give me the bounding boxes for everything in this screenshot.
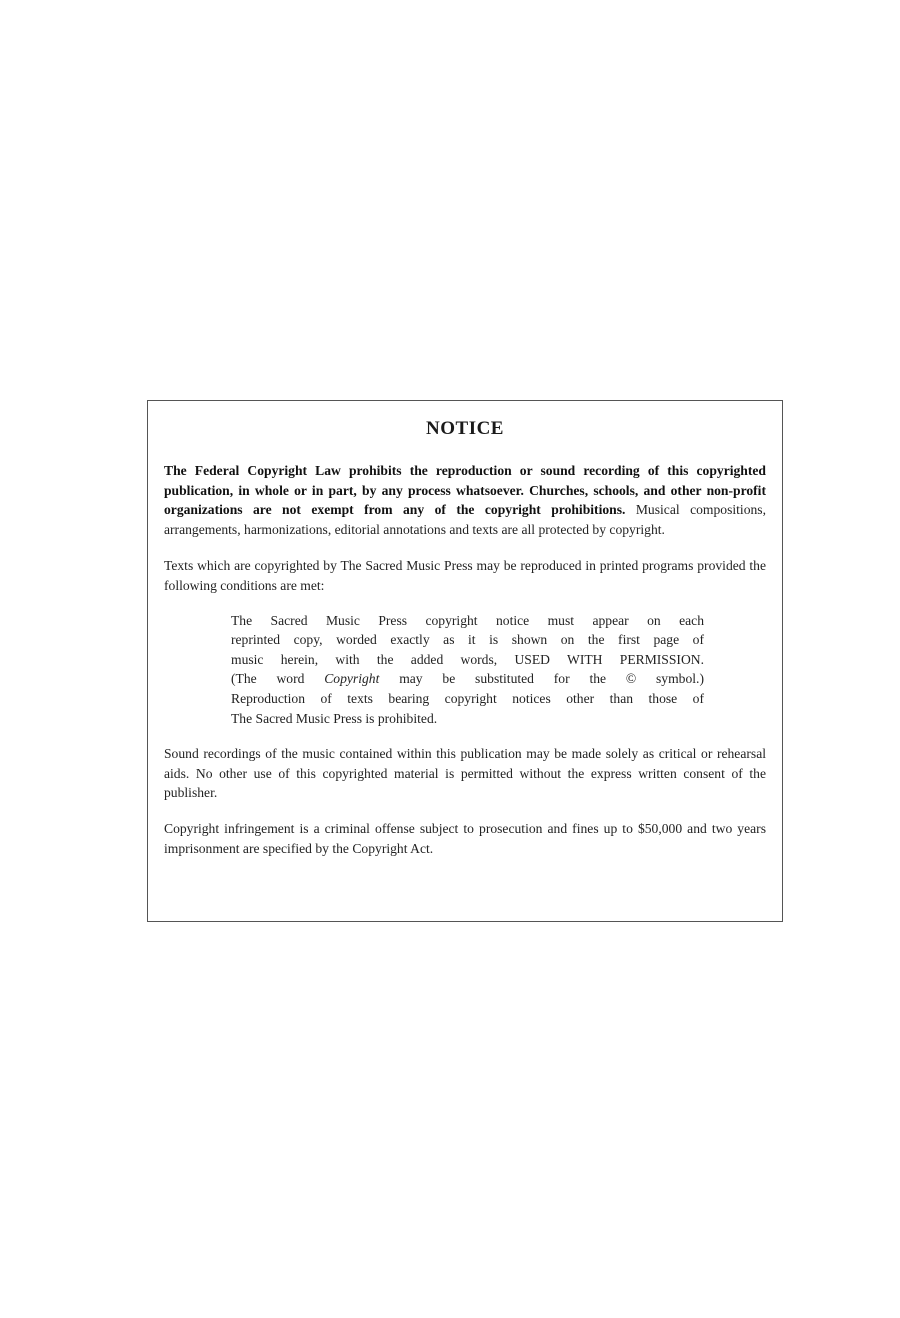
condition-line: The Sacred Music Press is prohibited. (231, 710, 438, 726)
notice-paragraph-texts-reproduction: Texts which are copyrighted by The Sacred Music Press may be reproduced in printed programs provided the following conditions are met: (164, 558, 766, 593)
copyright-italic-word: Copyright (324, 671, 380, 687)
condition-line-copyright-word (231, 669, 704, 689)
notice-paragraph-infringement: Copyright infringement is a criminal offense subject to prosecution and fines up to $50,000 and two years imprisonment are specified by the Copyright Act. (164, 820, 766, 856)
prohibition-bold-text: The Federal Copyright Law prohibits the reproduction or sound recording of this copyrighted publication, in whole or in part, by any process whatsoever. Churches, schools, and other non-profit organizations are not exempt from any of the copyright prohibitions. (164, 463, 766, 518)
notice-title: NOTICE (426, 418, 504, 439)
condition-line-suffix: may be substituted for the © symbol.) (379, 671, 704, 687)
notice-paragraph-prohibition (164, 461, 766, 539)
prohibition-normal-text: Musical compositions, arrangements, harmonizations, editorial annotations and texts are all protected by copyright. (164, 502, 766, 537)
notice-box (147, 400, 783, 922)
condition-line: Reproduction of texts bearing copyright notices other than those of (231, 690, 704, 706)
notice-paragraph-sound-recordings: Sound recordings of the music contained within this publication may be made solely as critical or rehearsal aids. No other use of this copyrighted material is permitted without the express written consent of the publisher. (164, 746, 766, 801)
condition-line-prefix: (The word (231, 671, 325, 687)
condition-line: reprinted copy, worded exactly as it is shown on the first page of (231, 632, 704, 648)
condition-line: The Sacred Music Press copyright notice must appear on each (231, 612, 704, 628)
conditions-block (231, 611, 704, 729)
condition-line: music herein, with the added words, USED WITH PERMISSION. (231, 651, 704, 667)
